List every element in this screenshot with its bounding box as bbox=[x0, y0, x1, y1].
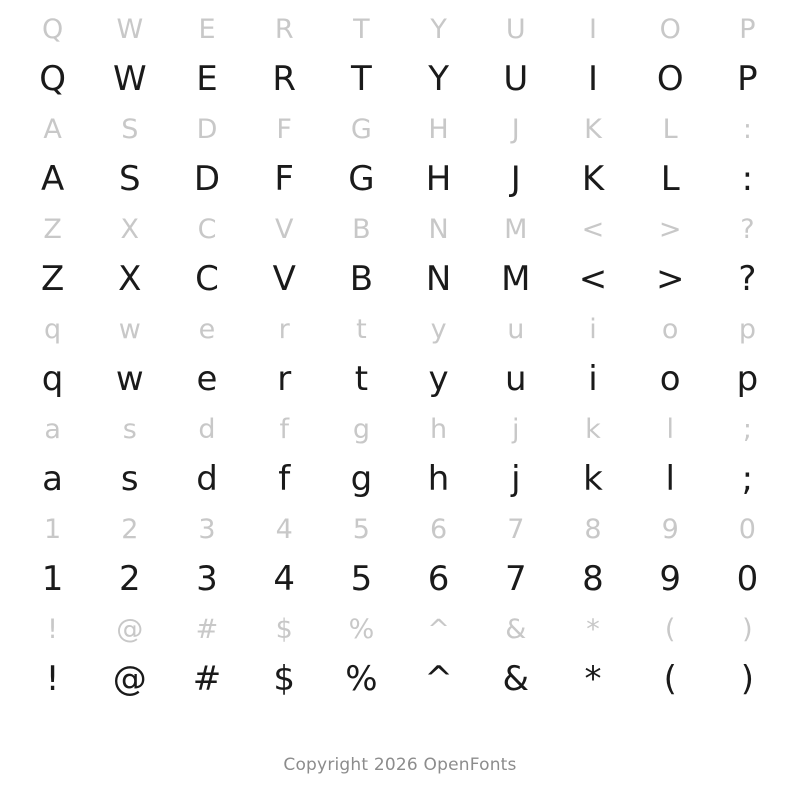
specimen-row-ghost bbox=[0, 504, 800, 554]
glyph-cell: e bbox=[196, 359, 218, 399]
glyph-cell: Y bbox=[430, 13, 447, 45]
glyph-cell: r bbox=[277, 359, 292, 399]
glyph-cell: a bbox=[44, 413, 61, 445]
glyph-cell: a bbox=[42, 459, 64, 499]
glyph-cell: % bbox=[348, 613, 375, 645]
glyph-cell: F bbox=[274, 159, 294, 199]
glyph-cell: T bbox=[351, 59, 372, 99]
specimen-row-ghost bbox=[0, 104, 800, 154]
glyph-cell: k bbox=[585, 413, 601, 445]
glyph-cell: ^ bbox=[427, 613, 450, 645]
glyph-cell: > bbox=[655, 259, 685, 299]
glyph-cell: j bbox=[512, 413, 520, 445]
glyph-cell: A bbox=[43, 113, 62, 145]
glyph-cell: K bbox=[584, 113, 602, 145]
glyph-cell: O bbox=[656, 59, 684, 99]
glyph-cell: < bbox=[581, 213, 605, 245]
glyph-cell: h bbox=[430, 413, 448, 445]
glyph-cell: X bbox=[120, 213, 140, 245]
glyph-cell: G bbox=[348, 159, 375, 199]
glyph-cell: j bbox=[511, 459, 521, 499]
glyph-cell: ; bbox=[742, 413, 752, 445]
specimen-row-solid bbox=[0, 54, 800, 104]
glyph-cell: B bbox=[349, 259, 374, 299]
glyph-cell: > bbox=[658, 213, 682, 245]
glyph-cell: W bbox=[116, 13, 144, 45]
glyph-cell: N bbox=[425, 259, 452, 299]
glyph-cell: 8 bbox=[582, 559, 604, 599]
glyph-cell: H bbox=[428, 113, 449, 145]
glyph-cell: 3 bbox=[196, 559, 218, 599]
glyph-cell: I bbox=[587, 59, 598, 99]
glyph-cell: f bbox=[279, 413, 289, 445]
glyph-cell: ^ bbox=[424, 659, 453, 699]
glyph-cell: w bbox=[118, 313, 141, 345]
glyph-cell: e bbox=[198, 313, 216, 345]
glyph-cell: E bbox=[198, 13, 216, 45]
specimen-row-ghost bbox=[0, 204, 800, 254]
glyph-cell: Z bbox=[43, 213, 62, 245]
glyph-cell: D bbox=[193, 159, 221, 199]
glyph-cell: F bbox=[276, 113, 292, 145]
glyph-cell: 0 bbox=[738, 513, 756, 545]
glyph-cell: q bbox=[41, 359, 64, 399]
glyph-cell: 2 bbox=[118, 559, 141, 599]
specimen-row-ghost bbox=[0, 4, 800, 54]
glyph-cell: L bbox=[662, 113, 678, 145]
glyph-cell: ( bbox=[663, 659, 677, 699]
glyph-cell: O bbox=[659, 13, 681, 45]
glyph-cell: @ bbox=[112, 659, 147, 699]
glyph-cell: u bbox=[507, 313, 525, 345]
glyph-cell: C bbox=[197, 213, 217, 245]
glyph-cell: 4 bbox=[275, 513, 293, 545]
glyph-cell: G bbox=[350, 113, 372, 145]
glyph-cell: 9 bbox=[659, 559, 682, 599]
glyph-cell: & bbox=[505, 613, 527, 645]
glyph-cell: f bbox=[278, 459, 291, 499]
glyph-cell: u bbox=[505, 359, 527, 399]
glyph-cell: 2 bbox=[121, 513, 139, 545]
glyph-cell: ! bbox=[47, 613, 58, 645]
glyph-cell: J bbox=[511, 113, 520, 145]
glyph-cell: q bbox=[44, 313, 62, 345]
glyph-cell: X bbox=[118, 259, 142, 299]
glyph-cell: R bbox=[274, 13, 294, 45]
specimen-row-solid bbox=[0, 454, 800, 504]
glyph-cell: i bbox=[589, 313, 597, 345]
glyph-cell: d bbox=[198, 413, 216, 445]
glyph-cell: p bbox=[736, 359, 759, 399]
specimen-row-ghost bbox=[0, 304, 800, 354]
glyph-cell: y bbox=[428, 359, 449, 399]
glyph-cell: A bbox=[40, 159, 65, 199]
glyph-cell: ? bbox=[738, 259, 757, 299]
glyph-cell: S bbox=[118, 159, 141, 199]
glyph-cell: h bbox=[427, 459, 450, 499]
glyph-cell: $ bbox=[275, 613, 293, 645]
specimen-row-solid bbox=[0, 354, 800, 404]
glyph-cell: ? bbox=[740, 213, 755, 245]
glyph-cell: K bbox=[581, 159, 605, 199]
glyph-cell: V bbox=[274, 213, 294, 245]
specimen-row-solid bbox=[0, 254, 800, 304]
glyph-cell: s bbox=[120, 459, 139, 499]
glyph-cell: Q bbox=[41, 13, 64, 45]
glyph-cell: k bbox=[583, 459, 603, 499]
glyph-cell: l bbox=[665, 459, 675, 499]
glyph-cell: y bbox=[430, 313, 447, 345]
glyph-cell: C bbox=[195, 259, 219, 299]
glyph-cell: J bbox=[510, 159, 521, 199]
glyph-cell: w bbox=[115, 359, 144, 399]
glyph-cell: # bbox=[195, 613, 219, 645]
glyph-cell: * bbox=[586, 613, 600, 645]
specimen-row-solid bbox=[0, 654, 800, 704]
glyph-cell: U bbox=[505, 13, 526, 45]
glyph-cell: L bbox=[660, 159, 680, 199]
glyph-cell: 8 bbox=[584, 513, 602, 545]
glyph-cell: r bbox=[278, 313, 290, 345]
glyph-cell: * bbox=[584, 659, 602, 699]
glyph-cell: R bbox=[272, 59, 296, 99]
glyph-cell: S bbox=[121, 113, 139, 145]
glyph-cell: # bbox=[192, 659, 222, 699]
copyright-notice: Copyright 2026 OpenFonts bbox=[283, 755, 517, 775]
glyph-cell: D bbox=[196, 113, 218, 145]
glyph-cell: @ bbox=[116, 613, 144, 645]
glyph-cell: 6 bbox=[427, 559, 450, 599]
glyph-cell: P bbox=[737, 59, 758, 99]
glyph-cell: o bbox=[659, 359, 681, 399]
glyph-cell: 0 bbox=[736, 559, 759, 599]
glyph-cell: ) bbox=[742, 613, 753, 645]
glyph-cell: o bbox=[661, 313, 679, 345]
glyph-cell: d bbox=[196, 459, 218, 499]
glyph-cell: g bbox=[352, 413, 370, 445]
glyph-cell: 5 bbox=[352, 513, 370, 545]
glyph-cell: T bbox=[353, 13, 370, 45]
glyph-cell: P bbox=[739, 13, 756, 45]
glyph-cell: B bbox=[352, 213, 371, 245]
glyph-cell: p bbox=[738, 313, 756, 345]
glyph-cell: N bbox=[428, 213, 449, 245]
glyph-cell: V bbox=[272, 259, 296, 299]
glyph-cell: W bbox=[112, 59, 147, 99]
glyph-cell: % bbox=[345, 659, 378, 699]
glyph-cell: I bbox=[589, 13, 597, 45]
glyph-cell: t bbox=[354, 359, 369, 399]
glyph-cell: l bbox=[666, 413, 674, 445]
glyph-cell: 6 bbox=[429, 513, 448, 545]
glyph-cell: : bbox=[742, 113, 752, 145]
glyph-cell: & bbox=[502, 659, 530, 699]
glyph-cell: < bbox=[578, 259, 608, 299]
glyph-cell: s bbox=[122, 413, 137, 445]
glyph-cell: t bbox=[356, 313, 367, 345]
glyph-cell: ) bbox=[740, 659, 755, 699]
glyph-cell: 1 bbox=[41, 559, 64, 599]
specimen-row-ghost bbox=[0, 604, 800, 654]
glyph-cell: H bbox=[425, 159, 452, 199]
specimen-row-ghost bbox=[0, 404, 800, 454]
glyph-cell: 1 bbox=[44, 513, 62, 545]
glyph-cell: Z bbox=[40, 259, 65, 299]
specimen-row-solid bbox=[0, 154, 800, 204]
glyph-cell: : bbox=[741, 159, 754, 199]
glyph-cell: E bbox=[196, 59, 218, 99]
glyph-cell: g bbox=[350, 459, 373, 499]
glyph-cell: 7 bbox=[507, 513, 525, 545]
glyph-cell: M bbox=[501, 259, 531, 299]
glyph-cell: ; bbox=[741, 459, 754, 499]
glyph-cell: i bbox=[588, 359, 598, 399]
glyph-cell: ! bbox=[45, 659, 60, 699]
glyph-cell: 3 bbox=[198, 513, 216, 545]
glyph-cell: 5 bbox=[350, 559, 373, 599]
glyph-cell: Y bbox=[428, 59, 449, 99]
glyph-cell: M bbox=[504, 213, 528, 245]
glyph-cell: 9 bbox=[661, 513, 679, 545]
glyph-cell: 4 bbox=[273, 559, 296, 599]
glyph-cell: Q bbox=[39, 59, 66, 99]
glyph-cell: ( bbox=[664, 613, 676, 645]
specimen-row-solid bbox=[0, 554, 800, 604]
glyph-cell: $ bbox=[273, 659, 296, 699]
glyph-cell: U bbox=[503, 59, 529, 99]
glyph-cell: 7 bbox=[504, 559, 527, 599]
